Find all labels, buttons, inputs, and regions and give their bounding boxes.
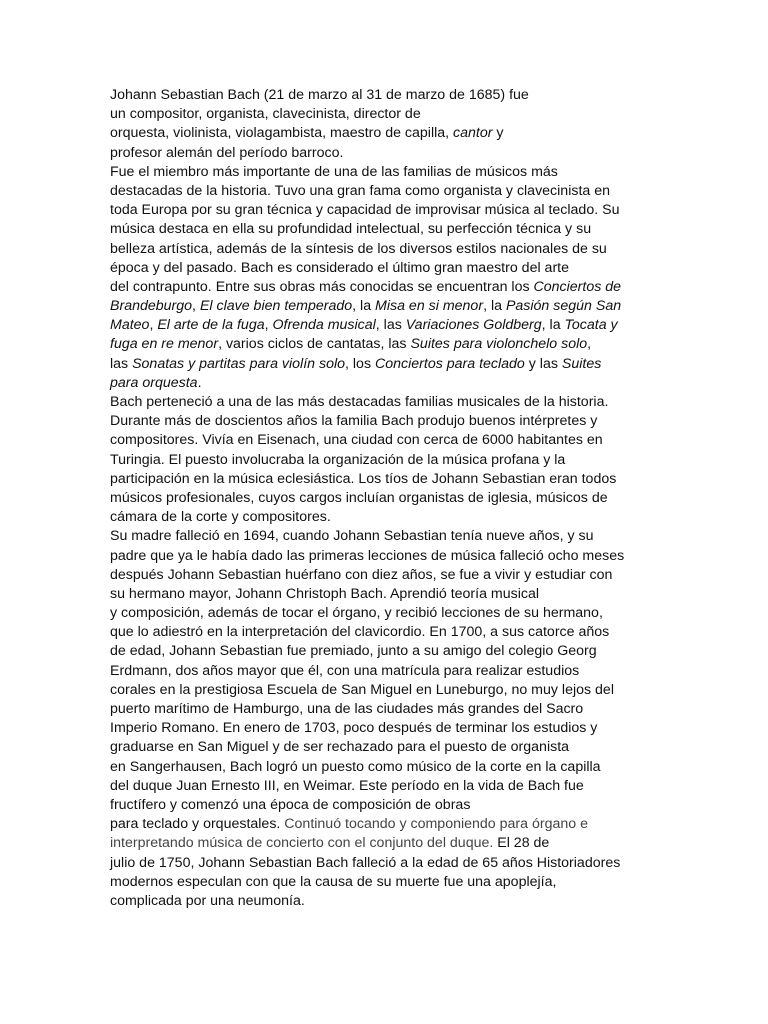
text-segment: julio de 1750, Johann Sebastian Bach falleció a la edad de 65 años Historiadores [110, 854, 621, 871]
text-line [110, 700, 670, 719]
text-segment: que lo adiestró en la interpretación del clavicordio. En 1700, a sus catorce años [110, 624, 610, 641]
text-segment: toda Europa por su gran técnica y capacidad de improvisar música al teclado. Su [110, 202, 620, 219]
text-segment: un compositor, organista, clavecinista, director de [110, 106, 421, 123]
text-segment: , la [483, 298, 506, 315]
text-segment: orquesta, violinista, violagambista, maestro de capilla, [110, 125, 454, 142]
italic-title: Variaciones Goldberg [405, 317, 542, 334]
text-line [110, 105, 670, 124]
text-segment: Fue el miembro más importante de una de las familias de músicos más [110, 163, 558, 180]
text-line [110, 316, 670, 335]
text-line [110, 738, 670, 757]
text-line [110, 412, 670, 431]
text-segment: del duque Juan Ernesto III, en Weimar. Este período en la vida de Bach fue [110, 777, 584, 794]
text-line [110, 431, 670, 450]
text-segment: y [492, 125, 504, 142]
text-segment: , la [541, 317, 565, 334]
text-segment: y las [524, 355, 562, 372]
italic-title: para orquesta [110, 374, 198, 391]
text-segment: puerto marítimo de Hamburgo, una de las ciudades más grandes del Sacro [110, 701, 584, 717]
text-line [110, 642, 670, 661]
italic-title: Suites para violonchelo solo [410, 336, 588, 353]
text-segment: del contrapunto. Entre sus obras más conocidas se encuentran los [110, 278, 534, 295]
text-line [110, 834, 670, 853]
text-line [110, 585, 670, 604]
italic-title: Suites [561, 355, 602, 372]
text-line [110, 355, 670, 374]
text-line [110, 604, 670, 623]
text-segment: interpretando música de concierto con el conjunto del duque. [110, 835, 494, 852]
text-segment: El 28 de [493, 835, 550, 852]
text-segment: complicada por una neumonía. [110, 892, 305, 909]
text-line [110, 451, 670, 470]
text-line [110, 623, 670, 642]
text-line [110, 719, 670, 738]
text-segment: cámara de la corte y compositores. [110, 509, 331, 526]
text-line [110, 201, 670, 220]
text-segment: para teclado y orquestales. [110, 816, 285, 833]
text-line [110, 144, 670, 163]
text-line [110, 335, 670, 354]
text-segment: , [264, 317, 273, 334]
text-segment: y composición, además de tocar el órgano, y recibió lecciones de su hermano, [110, 605, 603, 622]
italic-title: fuga en re menor [110, 336, 219, 353]
text-line [110, 240, 670, 259]
text-segment: música destaca en ella su profundidad intelectual, su perfección técnica y su [110, 221, 592, 238]
italic-title: Sonatas y partitas para violín solo [132, 355, 346, 372]
text-line [110, 297, 670, 316]
italic-title: Pasión según San [505, 298, 622, 315]
text-line [110, 86, 670, 105]
text-segment: corales en la prestigiosa Escuela de San Miguel en Luneburgo, no muy lejos del [110, 681, 614, 698]
italic-title: Tocata y [564, 317, 618, 334]
text-line [110, 892, 670, 911]
text-line [110, 163, 670, 182]
text-line [110, 566, 670, 585]
text-line [110, 796, 670, 815]
text-segment: belleza artística, además de la síntesis de los diversos estilos nacionales de su [110, 240, 607, 257]
italic-title: Conciertos de [533, 278, 622, 295]
text-line [110, 182, 670, 201]
italic-title: Mateo [110, 317, 150, 334]
text-line [110, 777, 670, 796]
italic-title: El arte de la fuga [157, 317, 265, 334]
text-segment: , las [375, 317, 406, 334]
text-segment: , los [345, 355, 375, 372]
text-segment: músicos profesionales, cuyos cargos incluían organistas de iglesia, músicos de [110, 489, 608, 506]
text-segment: , [149, 317, 158, 334]
text-segment: Continuó tocando y componiendo para órgano e [284, 816, 588, 833]
text-segment: las [110, 355, 133, 372]
text-segment: Erdmann, dos años mayor que él, con una matrícula para realizar estudios [110, 662, 580, 679]
text-line [110, 854, 670, 873]
text-segment: de edad, Johann Sebastian fue premiado, junto a su amigo del colegio Georg [110, 643, 597, 660]
text-line [110, 259, 670, 278]
italic-title: Conciertos para teclado [374, 355, 525, 372]
text-line [110, 470, 670, 489]
text-segment: en Sangerhausen, Bach logró un puesto como músico de la corte en la capilla [110, 758, 601, 775]
text-line [110, 508, 670, 527]
italic-title: Brandeburgo [110, 298, 193, 315]
text-segment: su hermano mayor, Johann Christoph Bach. Aprendió teoría musical [110, 585, 540, 602]
text-segment: Durante más de doscientos años la familia Bach produjo buenos intérpretes y [110, 413, 598, 430]
text-segment: . [197, 374, 202, 391]
italic-title: El clave bien temperado [199, 298, 353, 315]
text-segment: Turingia. El puesto involucraba la organización de la música profana y la [110, 451, 566, 468]
text-segment: compositores. Vivía en Eisenach, una ciudad con cerca de 6000 habitantes en [110, 432, 603, 449]
text-line [110, 547, 670, 566]
document-body [110, 86, 670, 911]
text-segment: modernos especulan con que la causa de su muerte fue una apoplejía, [110, 873, 557, 890]
text-segment: participación en la música eclesiástica. Los tíos de Johann Sebastian eran todos [110, 470, 617, 487]
text-line [110, 489, 670, 508]
text-segment: graduarse en San Miguel y de ser rechazado para el puesto de organista [110, 739, 570, 756]
text-line [110, 374, 670, 393]
text-segment: época y del pasado. Bach es considerado el último gran maestro del arte [110, 259, 570, 276]
text-line [110, 393, 670, 412]
text-line [110, 527, 670, 546]
text-segment: , [587, 336, 592, 353]
text-segment: Su madre falleció en 1694, cuando Johann Sebastian tenía nueve años, y su [110, 528, 594, 545]
text-segment: fructífero y comenzó una época de composición de obras [110, 796, 471, 813]
text-line [110, 758, 670, 777]
text-segment: padre que ya le había dado las primeras lecciones de música falleció ocho meses [110, 547, 625, 564]
text-segment: Bach perteneció a una de las más destacadas familias musicales de la historia. [110, 394, 609, 410]
text-segment: profesor alemán del período barroco. [110, 144, 344, 161]
text-line [110, 220, 670, 239]
text-line [110, 278, 670, 297]
text-segment: Imperio Romano. En enero de 1703, poco después de terminar los estudios y [110, 720, 598, 737]
italic-title: cantor [453, 125, 493, 142]
text-segment: , la [352, 298, 376, 315]
text-segment: , [192, 298, 200, 315]
text-line [110, 681, 670, 700]
italic-title: Ofrenda musical [272, 317, 376, 334]
text-segment: después Johann Sebastian huérfano con diez años, se fue a vivir y estudiar con [110, 566, 613, 583]
text-segment: , varios ciclos de cantatas, las [218, 336, 411, 353]
text-segment: Johann Sebastian Bach (21 de marzo al 31 de marzo de 1685) fue [110, 87, 529, 103]
text-line [110, 873, 670, 892]
text-line [110, 662, 670, 681]
text-line [110, 124, 670, 143]
text-line [110, 815, 670, 834]
italic-title: Misa en si menor [375, 298, 484, 315]
text-segment: destacadas de la historia. Tuvo una gran fama como organista y clavecinista en [110, 182, 610, 199]
